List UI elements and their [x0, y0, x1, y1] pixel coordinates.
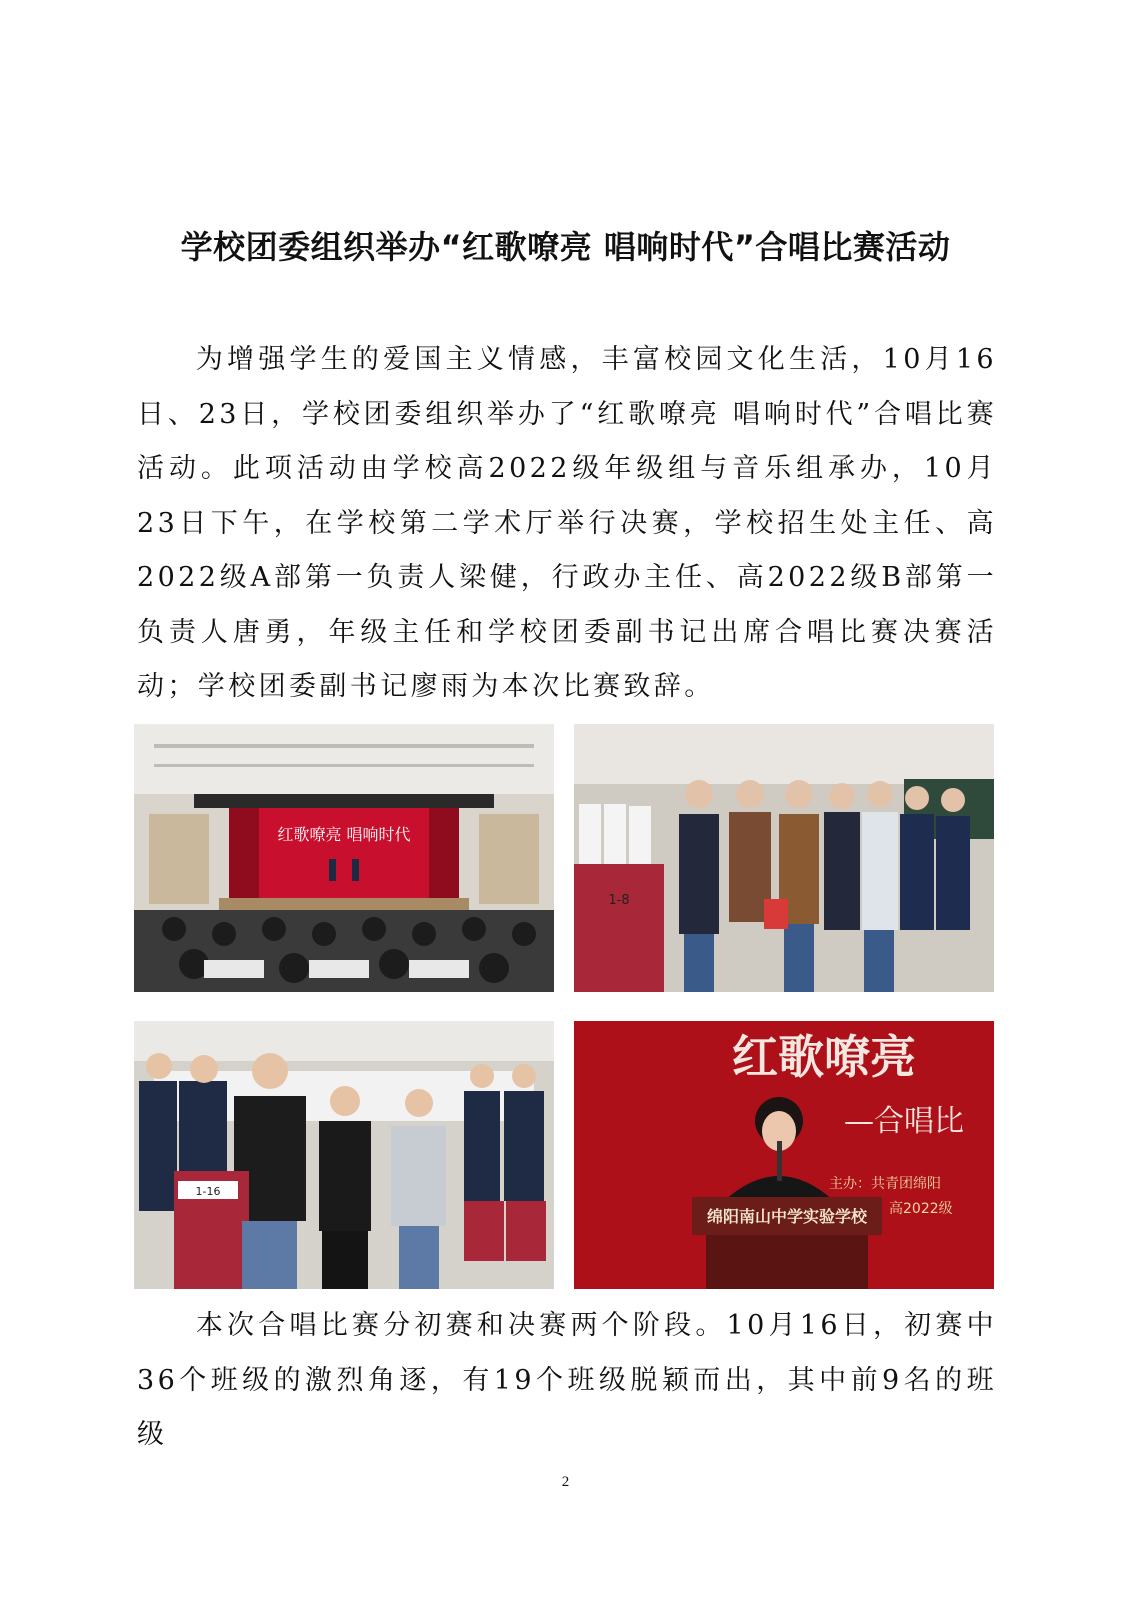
photo-students-standing-image — [134, 1021, 554, 1289]
photo-auditorium-stage — [134, 724, 554, 992]
host-line2: 高2022级 — [889, 1201, 953, 1217]
paragraph-intro-text: 为增强学生的爱国主义情感，丰富校园文化生活，10月16日、23日，学校团委组织举办了“红歌嘹亮 唱响时代”合唱比赛活动。此项活动由学校高2022级年级组与音乐组承办，10月23日下午，在学校第二学术厅举行决赛，学校招生处主任、高2022级A部第一负责人梁健，行政办主任、高2022级B部第一负责人唐勇，年级主任和学校团委副书记出席合唱比赛决赛活动；学校团委副书记廖雨为本次比赛致辞。 — [137, 344, 997, 702]
seat-label: 1-8 — [608, 893, 630, 908]
photo-speaker-podium-image — [574, 1021, 994, 1289]
article-title: 学校团委组织举办“红歌嘹亮 唱响时代”合唱比赛活动 — [180, 228, 951, 266]
paragraph-contest-text: 本次合唱比赛分初赛和决赛两个阶段。10月16日，初赛中36个班级的激烈角逐，有19个班级脱颖而出，其中前9名的班级 — [137, 1310, 997, 1450]
seat-label: 1-16 — [195, 1185, 221, 1198]
podium-text: 绵阳南山中学实验学校 — [706, 1207, 868, 1226]
photo-teachers-standing — [574, 724, 994, 992]
photo-teachers-standing-image — [574, 724, 994, 992]
host-line1: 主办：共青团绵阳 — [829, 1176, 941, 1192]
stage-banner-text: 红歌嘹亮 唱响时代 — [277, 825, 411, 844]
page-number: 2 — [561, 1474, 570, 1490]
photo-speaker-podium — [574, 1021, 994, 1289]
banner-line2: —合唱比 — [844, 1104, 964, 1139]
banner-line1: 红歌嘹亮 — [732, 1030, 916, 1084]
paragraph-intro — [137, 333, 997, 715]
photo-auditorium-stage-image — [134, 724, 554, 992]
paragraph-contest — [137, 1299, 997, 1463]
photo-students-standing — [134, 1021, 554, 1289]
